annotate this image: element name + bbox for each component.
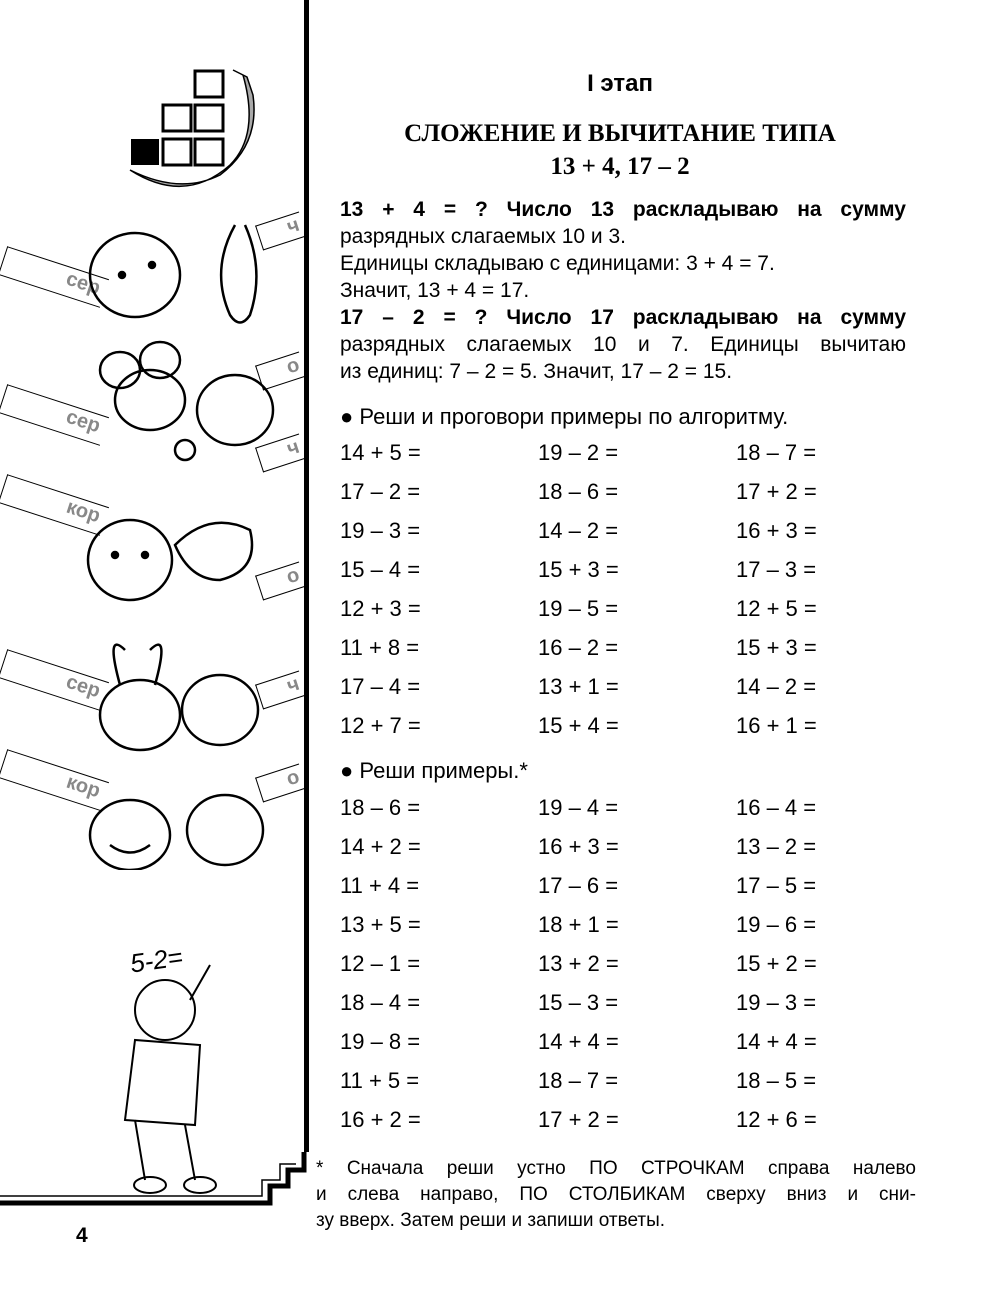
exercise: 17 – 2 = <box>340 479 421 504</box>
exercise: 18 – 5 = <box>736 1068 817 1093</box>
exercise-row <box>340 1107 934 1146</box>
exercise: 19 – 3 = <box>340 518 421 543</box>
boy-illustration <box>105 960 245 1200</box>
exercise: 13 + 1 = <box>538 674 619 699</box>
exercise: 19 – 5 = <box>538 596 619 621</box>
exercise: 13 – 2 = <box>736 834 817 859</box>
exercise: 15 + 2 = <box>736 951 817 976</box>
exercise: 15 + 3 = <box>538 557 619 582</box>
exercise: 12 – 1 = <box>340 951 421 976</box>
topic-subtitle: 13 + 4, 17 – 2 <box>550 153 690 180</box>
exercise: 14 + 2 = <box>340 834 421 859</box>
explanation-line: разрядных слагаемых 10 и 3. <box>340 225 626 248</box>
exercise-row <box>340 1029 934 1068</box>
exercise: 19 – 3 = <box>736 990 817 1015</box>
stage-heading: I этап <box>587 70 653 97</box>
exercise: 16 – 4 = <box>736 795 817 820</box>
exercise: 14 – 2 = <box>538 518 619 543</box>
exercise-row <box>340 713 934 752</box>
exercise: 17 – 4 = <box>340 674 421 699</box>
exercise: 15 – 4 = <box>340 557 421 582</box>
exercise-row <box>340 518 934 557</box>
explanation-line: Единицы складываю с единицами: 3 + 4 = 7. <box>340 252 775 275</box>
exercise: 13 + 2 = <box>538 951 619 976</box>
exercise: 11 + 4 = <box>340 873 420 898</box>
exercise-row <box>340 596 934 635</box>
animal-faces-illustration <box>70 210 280 870</box>
pencil-right-6: о <box>255 764 307 803</box>
exercise: 17 + 2 = <box>736 479 817 504</box>
exercise-row <box>340 674 934 713</box>
pencil-left-3: кор <box>0 474 109 536</box>
exercise: 15 + 4 = <box>538 713 619 738</box>
exercise: 12 + 3 = <box>340 596 421 621</box>
exercise: 19 – 6 = <box>736 912 817 937</box>
exercise: 17 – 5 = <box>736 873 817 898</box>
exercise-row <box>340 912 934 951</box>
exercise-row <box>340 834 934 873</box>
exercise: 12 + 7 = <box>340 713 421 738</box>
exercise-row <box>340 557 934 596</box>
footnote-line: зу вверх. Затем реши и запиши ответы. <box>316 1210 666 1231</box>
exercise: 11 + 5 = <box>340 1068 420 1093</box>
exercise-row <box>340 990 934 1029</box>
exercise: 18 – 7 = <box>538 1068 619 1093</box>
explanation-line: из единиц: 7 – 2 = 5. Значит, 17 – 2 = 15. <box>340 360 733 383</box>
footnote-line: * Сначала реши устно ПО СТРОЧКАМ справа налево <box>316 1158 916 1179</box>
pencil-right-2: о <box>255 352 307 391</box>
exercise: 18 – 6 = <box>538 479 619 504</box>
footnote-line: и слева направо, ПО СТОЛБИКАМ сверху вниз и сни- <box>316 1184 916 1205</box>
pencil-right-3: ч <box>255 434 307 473</box>
exercise: 14 – 2 = <box>736 674 817 699</box>
footnote <box>316 1156 916 1234</box>
task1-instruction-text: Реши и проговори примеры по алгоритму. <box>359 404 789 429</box>
exercise: 19 – 8 = <box>340 1029 421 1054</box>
exercise: 17 – 3 = <box>736 557 817 582</box>
exercise: 18 – 7 = <box>736 440 817 465</box>
exercise-row <box>340 635 934 674</box>
pencil-left-5: кор <box>0 749 109 811</box>
margin-divider <box>304 0 309 1152</box>
exercise-row <box>340 440 934 479</box>
exercise-row <box>340 873 934 912</box>
exercise: 16 + 3 = <box>736 518 817 543</box>
exercise: 19 – 4 = <box>538 795 619 820</box>
exercise-row <box>340 951 934 990</box>
exercise: 13 + 5 = <box>340 912 421 937</box>
exercise: 12 + 6 = <box>736 1107 817 1132</box>
explanation-line: 13 + 4 = ? Число 13 раскладываю на сумму <box>340 198 906 221</box>
exercise: 17 + 2 = <box>538 1107 619 1132</box>
exercise: 16 + 3 = <box>538 834 619 859</box>
exercise: 14 + 4 = <box>736 1029 817 1054</box>
task2-instruction: ● Реши примеры.* <box>340 758 528 783</box>
stairs-logo-icon <box>125 65 265 190</box>
topic-title: СЛОЖЕНИЕ И ВЫЧИТАНИЕ ТИПА <box>404 120 836 147</box>
task1-exercises <box>340 440 934 752</box>
exercise-row <box>340 795 934 834</box>
board-text: 5-2= <box>128 941 185 979</box>
task2-exercises <box>340 795 934 1146</box>
exercise: 16 + 2 = <box>340 1107 421 1132</box>
exercise-row <box>340 1068 934 1107</box>
explanation-text <box>340 196 906 385</box>
exercise: 15 – 3 = <box>538 990 619 1015</box>
pencil-left-2: сер <box>0 384 109 446</box>
exercise: 17 – 6 = <box>538 873 619 898</box>
explanation-line: Значит, 13 + 4 = 17. <box>340 279 530 302</box>
pencil-right-1: ч <box>255 212 307 251</box>
pencil-left-1: сер <box>0 246 109 308</box>
exercise: 16 – 2 = <box>538 635 619 660</box>
pencil-left-4: сер <box>0 649 109 711</box>
explanation-line: разрядных слагаемых 10 и 7. Единицы вычитаю <box>340 333 906 356</box>
exercise: 18 – 6 = <box>340 795 421 820</box>
exercise: 11 + 8 = <box>340 635 420 660</box>
explanation-line: 17 – 2 = ? Число 17 раскладываю на сумму <box>340 306 906 329</box>
task2-instruction-text: Реши примеры.* <box>359 758 528 783</box>
exercise: 15 + 3 = <box>736 635 817 660</box>
exercise: 19 – 2 = <box>538 440 619 465</box>
pencil-right-4: о <box>255 562 307 601</box>
page-number: 4 <box>76 1224 88 1247</box>
pencil-right-5: ч <box>255 671 307 710</box>
exercise: 18 – 4 = <box>340 990 421 1015</box>
task1-instruction: ● Реши и проговори примеры по алгоритму. <box>340 404 789 429</box>
exercise: 12 + 5 = <box>736 596 817 621</box>
exercise: 16 + 1 = <box>736 713 817 738</box>
exercise-row <box>340 479 934 518</box>
exercise: 14 + 5 = <box>340 440 421 465</box>
exercise: 18 + 1 = <box>538 912 619 937</box>
exercise: 14 + 4 = <box>538 1029 619 1054</box>
